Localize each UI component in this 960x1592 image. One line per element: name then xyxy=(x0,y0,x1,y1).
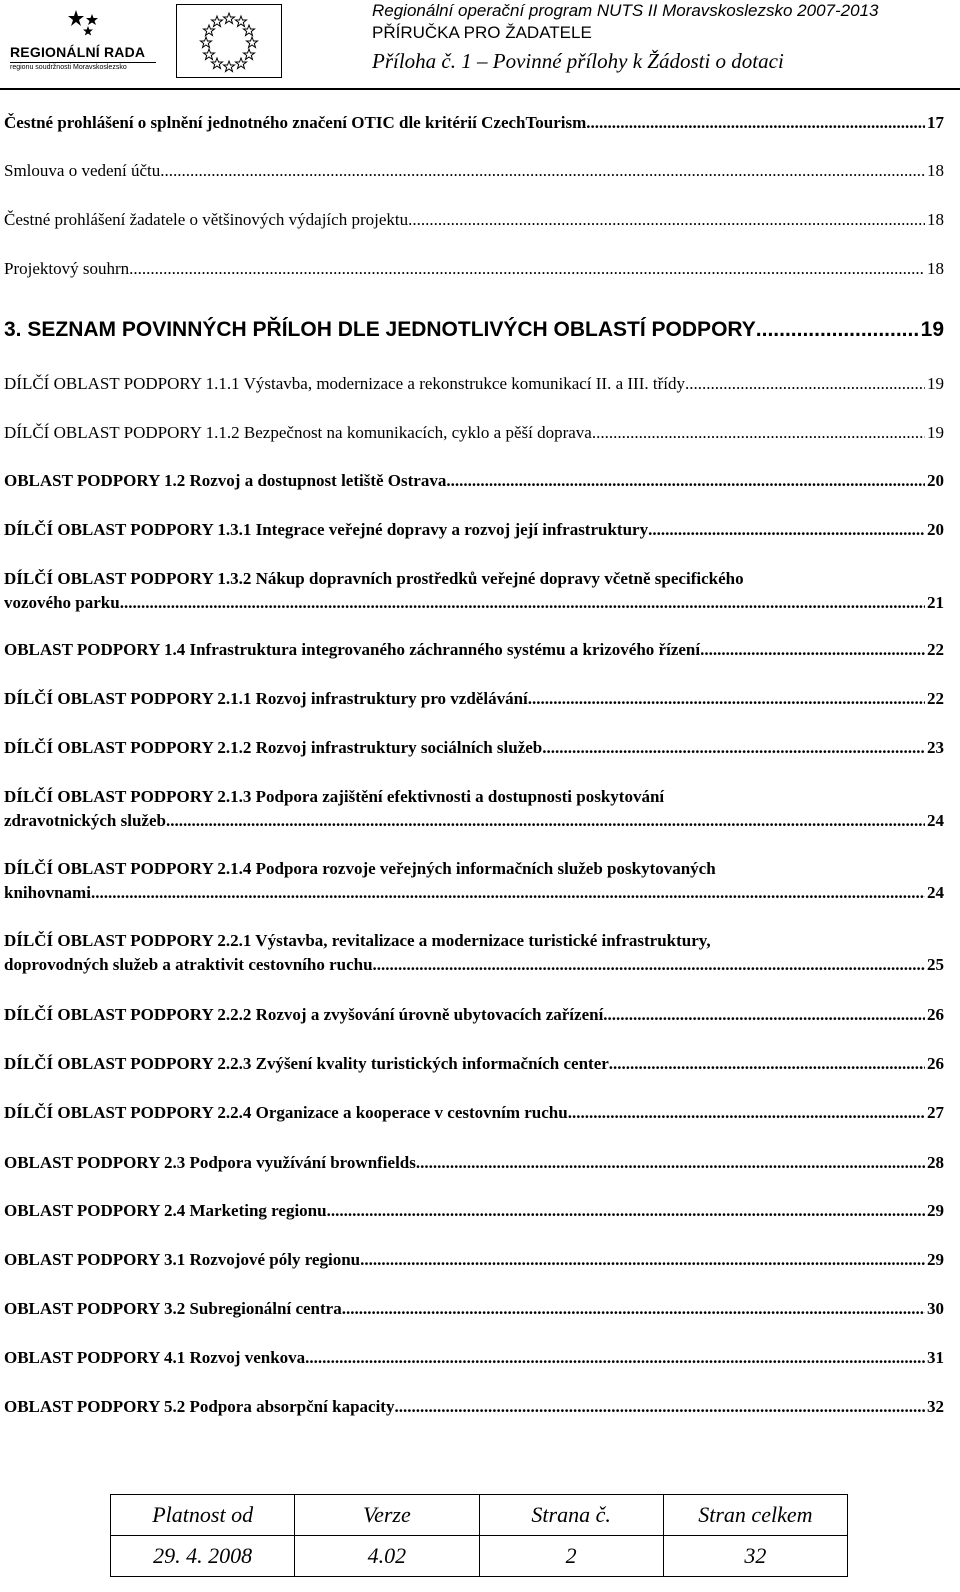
toc-entry-title: DÍLČÍ OBLAST PODPORY 2.2.3 Zvýšení kvality turistických informačních center xyxy=(4,1054,609,1073)
toc-entry-title: OBLAST PODPORY 3.1 Rozvojové póly regionu xyxy=(4,1250,361,1269)
toc-entry-title: DÍLČÍ OBLAST PODPORY 2.2.2 Rozvoj a zvyšování úrovně ubytovacích zařízení xyxy=(4,1005,604,1024)
toc-entry-title: Čestné prohlášení o splnění jednotného značení OTIC dle kritérií CzechTourism xyxy=(4,113,587,132)
toc-entry-title: 3. SEZNAM POVINNÝCH PŘÍLOH DLE JEDNOTLIVÝCH OBLASTÍ PODPORY xyxy=(4,318,756,341)
toc-entry[interactable] xyxy=(4,1248,944,1272)
toc-entry-page: 27 xyxy=(927,1103,944,1122)
program-line: Regionální operační program NUTS II Moravskoslezsko 2007-2013 xyxy=(372,1,879,20)
toc-entry[interactable] xyxy=(4,638,944,662)
toc-entry-page: 18 xyxy=(927,210,944,229)
toc-entry-title: DÍLČÍ OBLAST PODPORY 1.3.1 Integrace veřejné dopravy a rozvoj její infrastruktury xyxy=(4,520,649,539)
toc-entry-page: 28 xyxy=(927,1153,944,1172)
toc-entry[interactable] xyxy=(4,372,944,396)
logo-subtitle: regionu soudržnosti Moravskoslezsko xyxy=(10,62,156,71)
toc-entry[interactable] xyxy=(4,567,944,615)
toc-entry-page: 26 xyxy=(927,1005,944,1024)
version-value: 4.02 xyxy=(295,1536,479,1577)
eu-stars-icon xyxy=(177,5,281,77)
stars-icon xyxy=(66,8,102,42)
toc-entry[interactable] xyxy=(4,1346,944,1370)
toc-entry-title: DÍLČÍ OBLAST PODPORY 1.1.2 Bezpečnost na komunikacích, cyklo a pěší doprava xyxy=(4,423,592,442)
toc-entry-title: OBLAST PODPORY 2.3 Podpora využívání brownfields xyxy=(4,1153,416,1172)
toc-entry[interactable] xyxy=(4,1297,944,1321)
eu-flag-logo xyxy=(176,4,282,78)
toc-entry-page: 31 xyxy=(927,1348,944,1367)
toc-entry-page: 20 xyxy=(927,471,944,490)
toc-entry[interactable] xyxy=(4,857,944,905)
toc-entry-title: Projektový souhrn xyxy=(4,259,130,278)
toc-entry-title: Smlouva o vedení účtu xyxy=(4,161,161,180)
footer-header-row xyxy=(111,1495,848,1536)
total-pages-value: 32 xyxy=(663,1536,847,1577)
annex-line: Příloha č. 1 – Povinné přílohy k Žádosti o dotaci xyxy=(372,49,784,73)
toc-entry-page: 25 xyxy=(927,955,944,974)
toc-entry-page: 32 xyxy=(927,1397,944,1416)
toc-entry[interactable] xyxy=(4,1003,944,1027)
toc-entry-page: 22 xyxy=(927,689,944,708)
toc-entry[interactable] xyxy=(4,687,944,711)
toc-entry-page: 22 xyxy=(927,640,944,659)
toc-entry[interactable] xyxy=(4,1151,944,1175)
page-number-header: Strana č. xyxy=(479,1495,663,1536)
footer-value-row xyxy=(111,1536,848,1577)
page-header xyxy=(0,0,960,92)
toc-entry-page: 29 xyxy=(927,1201,944,1220)
toc-entry[interactable] xyxy=(4,518,944,542)
toc-entry-title-line1: DÍLČÍ OBLAST PODPORY 2.1.4 Podpora rozvoje veřejných informačních služeb poskytovaných xyxy=(4,859,716,878)
toc-entry-title-line1: DÍLČÍ OBLAST PODPORY 1.3.2 Nákup dopravních prostředků veřejné dopravy včetně specifického xyxy=(4,569,744,588)
toc-entry[interactable] xyxy=(4,208,944,232)
manual-line: PŘÍRUČKA PRO ŽADATELE xyxy=(372,23,592,42)
toc-entry[interactable] xyxy=(4,421,944,445)
header-divider xyxy=(0,88,960,90)
toc-entry-page: 17 xyxy=(927,113,944,132)
toc-entry-page: 20 xyxy=(927,520,944,539)
toc-entry[interactable] xyxy=(4,1052,944,1076)
toc-entry[interactable] xyxy=(4,469,944,493)
regional-council-logo xyxy=(8,8,156,74)
toc-entry-title: doprovodných služeb a atraktivit cestovního ruchu xyxy=(4,955,373,974)
toc-entry-title: OBLAST PODPORY 5.2 Podpora absorpční kapacity xyxy=(4,1397,395,1416)
toc-entry[interactable] xyxy=(4,257,944,281)
validity-header: Platnost od xyxy=(111,1495,295,1536)
toc-entry-title: DÍLČÍ OBLAST PODPORY 1.1.1 Výstavba, modernizace a rekonstrukce komunikací II. a III. třídy xyxy=(4,374,685,393)
toc-entry-page: 19 xyxy=(920,318,944,341)
toc-entry[interactable] xyxy=(4,1395,944,1419)
toc-entry-title: vozového parku xyxy=(4,593,120,612)
toc-entry-title: zdravotnických služeb xyxy=(4,811,166,830)
toc-entry-title: OBLAST PODPORY 1.4 Infrastruktura integrovaného záchranného systému a krizového řízení xyxy=(4,640,701,659)
toc-entry-title: knihovnami xyxy=(4,883,91,902)
footer-info-table xyxy=(110,1494,848,1577)
toc-entry-title: OBLAST PODPORY 2.4 Marketing regionu xyxy=(4,1201,327,1220)
toc-entry-page: 18 xyxy=(927,161,944,180)
toc-section-heading[interactable] xyxy=(4,316,944,344)
toc-entry[interactable] xyxy=(4,111,944,135)
toc-entry-page: 24 xyxy=(927,883,944,902)
total-pages-header: Stran celkem xyxy=(663,1495,847,1536)
toc-entry-title: OBLAST PODPORY 4.1 Rozvoj venkova xyxy=(4,1348,306,1367)
toc-entry[interactable] xyxy=(4,159,944,183)
toc-entry-title: OBLAST PODPORY 3.2 Subregionální centra xyxy=(4,1299,342,1318)
toc-entry-title: DÍLČÍ OBLAST PODPORY 2.1.1 Rozvoj infrastruktury pro vzdělávání xyxy=(4,689,528,708)
toc-entry[interactable] xyxy=(4,929,944,977)
toc-entry[interactable] xyxy=(4,1101,944,1125)
toc-entry-title-line1: DÍLČÍ OBLAST PODPORY 2.2.1 Výstavba, revitalizace a modernizace turistické infrastruktury, xyxy=(4,931,711,950)
toc-entry-title-line1: DÍLČÍ OBLAST PODPORY 2.1.3 Podpora zajištění efektivnosti a dostupnosti poskytování xyxy=(4,787,665,806)
toc-entry-title: OBLAST PODPORY 1.2 Rozvoj a dostupnost letiště Ostrava xyxy=(4,471,447,490)
toc-entry-title: Čestné prohlášení žadatele o většinových výdajích projektu xyxy=(4,210,409,229)
page-number-value: 2 xyxy=(479,1536,663,1577)
toc-entry-page: 19 xyxy=(927,423,944,442)
toc-entry-page: 18 xyxy=(927,259,944,278)
logo-title: REGIONÁLNÍ RADA xyxy=(10,44,146,60)
validity-value: 29. 4. 2008 xyxy=(111,1536,295,1577)
toc-entry-page: 30 xyxy=(927,1299,944,1318)
toc-entry-page: 23 xyxy=(927,738,944,757)
header-text xyxy=(372,0,952,78)
toc-entry-page: 19 xyxy=(927,374,944,393)
toc-entry[interactable] xyxy=(4,785,944,833)
toc-entry-page: 24 xyxy=(927,811,944,830)
toc-entry[interactable] xyxy=(4,1199,944,1223)
toc-entry-page: 29 xyxy=(927,1250,944,1269)
toc-entry-page: 26 xyxy=(927,1054,944,1073)
toc-entry-title: DÍLČÍ OBLAST PODPORY 2.1.2 Rozvoj infrastruktury sociálních služeb xyxy=(4,738,543,757)
toc-entry[interactable] xyxy=(4,736,944,760)
toc-entry-title: DÍLČÍ OBLAST PODPORY 2.2.4 Organizace a kooperace v cestovním ruchu xyxy=(4,1103,568,1122)
toc-entry-page: 21 xyxy=(927,593,944,612)
version-header: Verze xyxy=(295,1495,479,1536)
